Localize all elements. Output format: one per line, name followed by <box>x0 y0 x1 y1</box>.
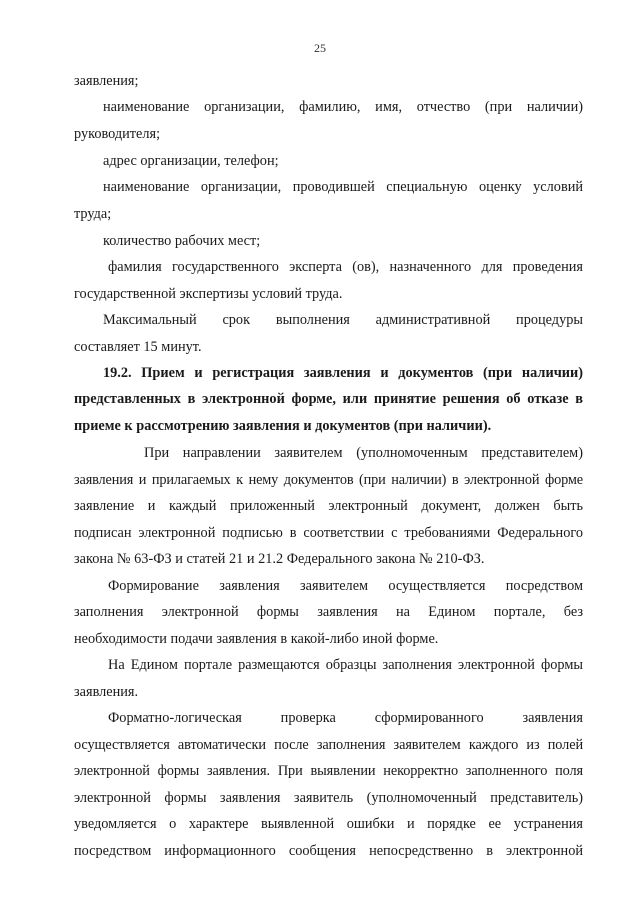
section-heading-line: приеме к рассмотрению заявления и документов (при наличии). <box>74 418 492 434</box>
text-line: заявления и прилагаемых к нему документов (при наличии) в электронной форме <box>74 472 583 488</box>
section-heading-line: представленных в электронной форме, или принятие решения об отказе в <box>74 391 583 407</box>
text-line: На Едином портале размещаются образцы заполнения электронной формы <box>108 657 583 673</box>
text-line: заявление и каждый приложенный электронный документ, должен быть <box>74 498 583 514</box>
text-line: осуществляется автоматически после заполнения заявителем каждого из полей <box>74 737 583 753</box>
text-line: электронной формы заявления заявитель (уполномоченный представитель) <box>74 790 583 806</box>
text-line: руководителя; <box>74 126 161 142</box>
text-line: составляет 15 минут. <box>74 339 202 355</box>
page-number: 25 <box>314 41 326 55</box>
text-line: заявления. <box>74 684 139 700</box>
text-line: заявления; <box>74 73 139 89</box>
text-line: необходимости подачи заявления в какой-либо иной форме. <box>74 631 439 647</box>
text-line: подписан электронной подписью в соответствии с требованиями Федерального <box>74 525 583 541</box>
text-line: государственной экспертизы условий труда. <box>74 286 343 302</box>
section-heading-line: 19.2. Прием и регистрация заявления и документов (при наличии) <box>103 365 583 381</box>
text-line: наименование организации, фамилию, имя, отчество (при наличии) <box>103 99 583 115</box>
text-line: адрес организации, телефон; <box>103 153 279 169</box>
text-line: Форматно-логическая проверка сформированного заявления <box>108 710 583 726</box>
text-line: посредством информационного сообщения непосредственно в электронной <box>74 843 583 859</box>
text-line: Максимальный срок выполнения административной процедуры <box>103 312 583 328</box>
text-line: заполнения электронной формы заявления на Едином портале, без <box>74 604 583 620</box>
text-line: уведомляется о характере выявленной ошибки и порядке ее устранения <box>74 816 583 832</box>
text-line: наименование организации, проводившей специальную оценку условий <box>103 179 583 195</box>
text-line: электронной формы заявления. При выявлении некорректно заполненного поля <box>74 763 583 779</box>
text-line: количество рабочих мест; <box>103 233 261 249</box>
text-line: труда; <box>74 206 112 222</box>
text-line: закона № 63-ФЗ и статей 21 и 21.2 Федерального закона № 210-ФЗ. <box>74 551 485 567</box>
text-line: При направлении заявителем (уполномоченным представителем) <box>144 445 583 461</box>
text-line: фамилия государственного эксперта (ов), назначенного для проведения <box>108 259 583 275</box>
text-line: Формирование заявления заявителем осуществляется посредством <box>108 578 583 594</box>
